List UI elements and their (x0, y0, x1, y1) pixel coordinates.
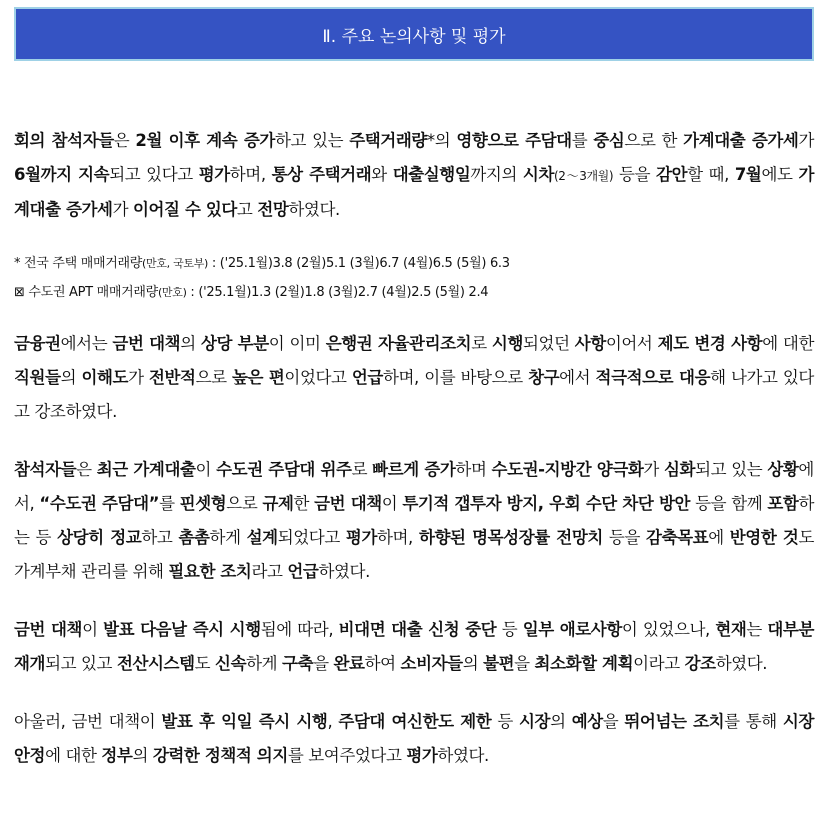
bold-text-segment: 감축목표 (646, 528, 709, 547)
bold-text-segment: 대부분 재개 (14, 620, 814, 673)
text-segment: 하게 (246, 654, 283, 673)
text-segment: 등 (496, 620, 523, 639)
bold-text-segment: 반영한 것 (729, 528, 799, 547)
text-segment: 는 (746, 620, 768, 639)
text-segment: 가 (798, 131, 815, 150)
text-segment: 에도 (761, 165, 799, 184)
text-segment: 를 (571, 131, 594, 150)
text-segment: 도 가계부채 관리를 위해 (14, 528, 814, 581)
document-body (14, 124, 814, 773)
text-segment: 하였다. (437, 746, 489, 765)
bold-text-segment: 높은 편 (231, 368, 285, 387)
bold-text-segment: 금융권 (14, 334, 61, 353)
bold-text-segment: 제도 변경 사항 (657, 334, 763, 353)
bold-text-segment: 언급 (351, 368, 383, 387)
text-segment: 은 (113, 131, 136, 150)
text-segment: 으로 (226, 494, 263, 513)
bold-text-segment: 금번 대책 (314, 494, 382, 513)
bold-text-segment: 수도권-지방간 양극화 (491, 460, 644, 479)
bold-text-segment: 중심 (593, 131, 625, 150)
bold-text-segment: 7월 (734, 165, 762, 184)
bold-text-segment: 가계대출 증가세 (14, 165, 814, 219)
footnote-unit: (만호, 국토부) (142, 257, 209, 270)
text-segment: 이 (195, 460, 217, 479)
text-segment: 하고 있는 (274, 131, 350, 150)
bold-text-segment: 강조 (684, 654, 716, 673)
text-segment: 하는 등 (14, 494, 814, 547)
bold-text-segment: 빠르게 증가 (372, 460, 456, 479)
bold-text-segment: 가계대출 증가세 (683, 131, 799, 150)
footnote-label: ⊠ 수도권 APT 매매거래량 (14, 285, 158, 300)
bold-text-segment: 비대면 대출 신청 중단 (338, 620, 497, 639)
bold-text-segment: 시행 (491, 334, 523, 353)
text-segment: 이 있었으나, (621, 620, 716, 639)
text-segment: 가 (128, 368, 149, 387)
text-segment: 에서는 (60, 334, 113, 353)
text-segment: 등을 (613, 165, 657, 184)
bold-text-segment: 소비자들 (400, 654, 463, 673)
text-segment: 한 (293, 494, 315, 513)
text-segment: 이었다고 (284, 368, 352, 387)
bold-text-segment: 이해도 (81, 368, 129, 387)
text-segment: 의 (132, 746, 153, 765)
text-segment: 의 (550, 712, 572, 731)
bold-text-segment: 전반적 (148, 368, 196, 387)
bold-text-segment: 포함 (767, 494, 799, 513)
text-segment: 등 (491, 712, 519, 731)
text-segment: 에서, (14, 460, 814, 513)
bold-text-segment: 핀셋형 (179, 494, 227, 513)
bold-text-segment: 예상 (571, 712, 603, 731)
bold-text-segment: 발표 다음날 즉시 시행 (103, 620, 261, 639)
bold-text-segment: 이어질 수 있다 (132, 200, 237, 219)
text-segment: 를 보여주었다고 (287, 746, 407, 765)
bold-text-segment: 전산시스템 (116, 654, 195, 673)
bold-text-segment: 시차 (522, 165, 554, 184)
bold-text-segment: 통상 주택거래 (271, 165, 372, 184)
text-segment: 하며, (229, 165, 272, 184)
bold-text-segment: 평가 (406, 746, 438, 765)
text-segment: 에서 (559, 368, 596, 387)
bold-text-segment: 상당히 정교 (57, 528, 142, 547)
bold-text-segment: 상황 (767, 460, 799, 479)
bold-text-segment: 6월까지 지속 (14, 165, 110, 184)
text-segment: 하여 (364, 654, 401, 673)
text-segment: 가 (112, 200, 133, 219)
text-segment: 되고 있다고 (109, 165, 199, 184)
bold-text-segment: 대출실행일 (392, 165, 471, 184)
text-segment: 에 대한 (762, 334, 814, 353)
text-segment: *의 (426, 131, 457, 150)
bold-text-segment: 심화 (664, 460, 696, 479)
bold-text-segment: 적극적으로 대응 (595, 368, 711, 387)
text-segment: 로 (351, 460, 373, 479)
bold-text-segment: 강력한 정책적 의지 (152, 746, 288, 765)
text-segment: 이 (82, 620, 104, 639)
text-segment: 하며, (376, 528, 419, 547)
bold-text-segment: 필요한 조치 (168, 562, 252, 581)
paragraph-5 (14, 705, 814, 773)
text-segment: 은 (76, 460, 97, 479)
text-segment: 으로 한 (624, 131, 684, 150)
paragraph-3 (14, 453, 814, 589)
text-segment: 이어서 (605, 334, 658, 353)
text-segment: 를 (159, 494, 180, 513)
text-segment: 되었던 (523, 334, 575, 353)
bold-text-segment: 주담대 여신한도 제한 (338, 712, 492, 731)
footnote-unit: (만호) (157, 286, 187, 299)
bold-text-segment: 상당 부분 (200, 334, 269, 353)
paragraph-2 (14, 327, 814, 429)
section-header (14, 7, 814, 61)
bold-text-segment: 투기적 갭투자 방지, 우회 수단 차단 방안 (402, 494, 691, 513)
bold-text-segment: 하향된 명목성장률 전망치 (418, 528, 603, 547)
bold-text-segment: 일부 애로사항 (522, 620, 622, 639)
footnote-capital-apt (14, 278, 814, 307)
bold-text-segment: 설계 (246, 528, 278, 547)
bold-text-segment: 언급 (287, 562, 319, 581)
text-segment: 하고 (141, 528, 179, 547)
text-segment: 의 (60, 368, 82, 387)
bold-text-segment: 감안 (656, 165, 688, 184)
bold-text-segment: 구축 (282, 654, 314, 673)
bold-text-segment: 금번 대책 (112, 334, 181, 353)
text-segment: 까지의 (470, 165, 523, 184)
bold-text-segment: 불편 (483, 654, 515, 673)
text-segment: 에 대한 (45, 746, 102, 765)
bold-text-segment: 정부 (101, 746, 133, 765)
text-segment: 이라고 (633, 654, 685, 673)
bold-text-segment: 은행권 자율관리조치 (325, 334, 472, 353)
text-segment: 해 나가고 있다고 강조하였다. (14, 368, 814, 421)
text-segment: 이 이미 (268, 334, 326, 353)
text-segment: 을 (602, 712, 625, 731)
text-segment: 에 (708, 528, 730, 547)
text-segment: 등을 함께 (690, 494, 768, 513)
text-segment: 되고 있고 (45, 654, 117, 673)
text-segment: 하였다. (318, 562, 370, 581)
text-segment: 아울러, 금번 대책이 (14, 712, 162, 731)
bold-text-segment: 발표 후 익일 즉시 시행 (161, 712, 328, 731)
text-segment: 됨에 따라, (260, 620, 339, 639)
footnote-label: * 전국 주택 매매거래량 (14, 256, 143, 271)
text-segment: , (327, 712, 339, 731)
paragraph-4 (14, 613, 814, 681)
footnote-values: : ('25.1월)3.8 (2월)5.1 (3월)6.7 (4월)6.5 (5월) 6.3 (208, 256, 510, 271)
footnote-national-housing (14, 249, 814, 278)
bold-text-segment: 촘촘 (178, 528, 210, 547)
text-segment: 하게 (209, 528, 247, 547)
footnote-values: : ('25.1월)1.3 (2월)1.8 (3월)2.7 (4월)2.5 (5월) 2.4 (186, 285, 489, 300)
bold-text-segment: 창구 (528, 368, 560, 387)
text-segment: 하며 (455, 460, 492, 479)
bold-text-segment: 평가 (345, 528, 377, 547)
bold-text-segment: 회의 참석자들 (14, 131, 114, 150)
text-segment: 이 (381, 494, 403, 513)
text-segment: 가 (643, 460, 664, 479)
text-segment: 를 통해 (724, 712, 783, 731)
bold-text-segment: 참석자들 (14, 460, 77, 479)
text-segment: 의 (462, 654, 484, 673)
bold-text-segment: 금번 대책 (14, 620, 83, 639)
bold-text-segment: 최근 가계대출 (96, 460, 196, 479)
bold-text-segment: 사항 (574, 334, 606, 353)
text-segment: 하며, 이를 바탕으로 (382, 368, 529, 387)
text-segment: 의 (180, 334, 201, 353)
bold-text-segment: 주택거래량 (349, 131, 427, 150)
text-segment: 을 (313, 654, 334, 673)
text-segment: 할 때, (687, 165, 735, 184)
text-segment: 되었다고 (277, 528, 346, 547)
bold-text-segment: 뛰어넘는 조치 (624, 712, 725, 731)
footnotes (14, 249, 814, 307)
paragraph-1 (14, 124, 814, 227)
bold-text-segment: 영향으로 주담대 (456, 131, 572, 150)
bold-text-segment: 신속 (215, 654, 247, 673)
text-segment: 라고 (251, 562, 288, 581)
text-segment: 하였다. (715, 654, 768, 673)
bold-text-segment: 현재 (715, 620, 747, 639)
text-segment: 로 (471, 334, 492, 353)
text-segment: 도 (194, 654, 216, 673)
text-segment: 등을 (602, 528, 647, 547)
bold-text-segment: 완료 (333, 654, 365, 673)
text-segment: 고 (236, 200, 258, 219)
text-segment: 되고 있는 (695, 460, 768, 479)
bold-text-segment: 규제 (262, 494, 294, 513)
bold-text-segment: 전망 (257, 200, 289, 219)
text-segment: 을 (514, 654, 535, 673)
bold-text-segment: 시장 (519, 712, 551, 731)
bold-text-segment: 수도권 주담대 위주 (216, 460, 352, 479)
bold-text-segment: 2월 이후 계속 증가 (135, 131, 275, 150)
text-segment: 와 (371, 165, 393, 184)
bold-text-segment: 시장 안정 (14, 712, 814, 765)
bold-text-segment: 평가 (198, 165, 230, 184)
bold-text-segment: “수도권 주담대” (39, 494, 160, 513)
text-segment: (2～3개월) (554, 169, 614, 183)
section-title: Ⅱ. 주요 논의사항 및 평가 (322, 26, 506, 47)
text-segment: 하였다. (288, 200, 340, 219)
text-segment: 으로 (195, 368, 232, 387)
bold-text-segment: 최소화할 계획 (534, 654, 634, 673)
bold-text-segment: 직원들 (14, 368, 61, 387)
